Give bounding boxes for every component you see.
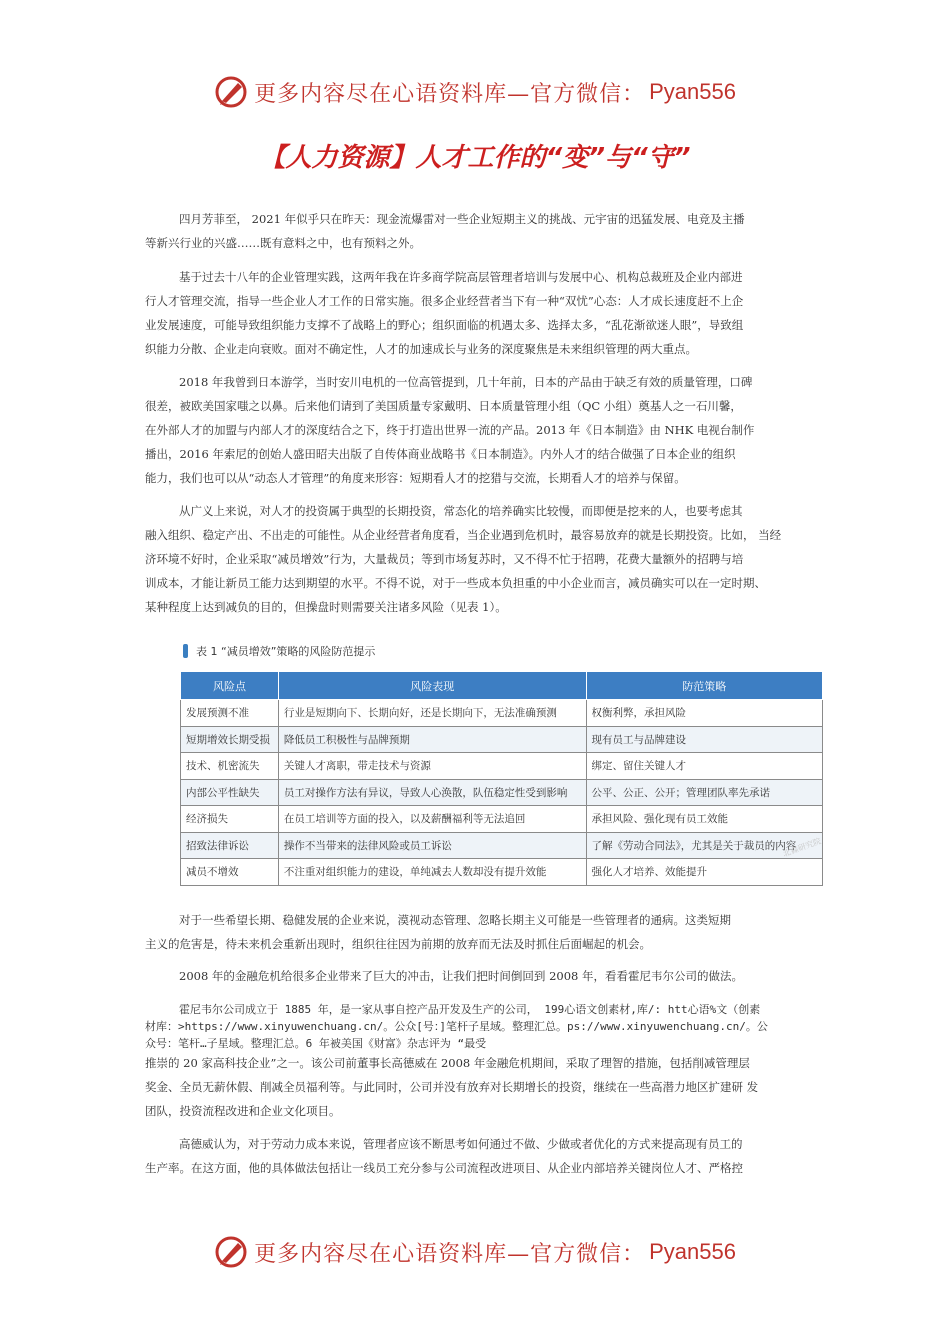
banner-wechat-id: Pyan556 xyxy=(649,1239,736,1264)
text-line: 织能力分散、企业走向衰败。面对不确定性，人才的加速成长与业务的深度聚焦是未来组织管理的两大重点。 xyxy=(145,342,697,356)
table-cell: 不注重对组织能力的建设，单纯减去人数却没有提升效能 xyxy=(278,859,586,886)
text-line: 从广义上来说，对人才的投资属于典型的长期投资，常态化的培养确实比较慢，而即便是挖来的人，也要考虑其 xyxy=(179,504,743,518)
table-cell: 内部公平性缺失 xyxy=(181,779,279,806)
table-cell: 公平、公正、公开；管理团队率先承诺 xyxy=(586,779,822,806)
table-row xyxy=(181,832,823,859)
text-line: 2018 年我曾到日本游学，当时安川电机的一位高管提到，几十年前，日本的产品由于缺乏有效的质量管理，口碑 xyxy=(179,375,753,389)
table-header-row xyxy=(181,672,823,700)
table-cell: 员工对操作方法有异议，导致人心涣散，队伍稳定性受到影响 xyxy=(278,779,586,806)
text-line: 霍尼韦尔公司成立于 1885 年，是一家从事自控产品开发及生产的公司， 199心语文创素材,库/: htt心语%文（创素 xyxy=(179,1003,761,1016)
text-line: 业发展速度，可能导致组织能力支撑不了战略上的野心；组织面临的机遇太多、选择太多，“乱花渐欲迷人眼”，导致组 xyxy=(145,318,744,332)
paragraph-8 xyxy=(145,1132,810,1180)
table-cell: 承担风险、强化现有员工效能 xyxy=(586,806,822,833)
text-line: 能力，我们也可以从“动态人才管理”的角度来形容：短期看人才的挖猎与交流，长期看人才的培养与保留。 xyxy=(145,471,686,485)
text-line: 高德威认为，对于劳动力成本来说，管理者应该不断思考如何通过不做、少做或者优化的方式来提高现有员工的 xyxy=(179,1137,743,1151)
text-line: 众号：笔杆…子星域。整理汇总。6 年被美国《财富》杂志评为 “最受 xyxy=(145,1037,487,1050)
article-title: 【人力资源】人才工作的“变”与“守” xyxy=(259,143,691,173)
table-cell: 技术、机密流失 xyxy=(181,753,279,780)
table-cell: 绑定、留住关键人才 xyxy=(586,753,822,780)
footer-banner xyxy=(0,1232,950,1272)
paragraph-1 xyxy=(145,207,810,255)
table-caption-text: 表 1 “减员增效”策略的风险防范提示 xyxy=(196,645,376,658)
table-cell: 在员工培训等方面的投入，以及薪酬福利等无法追回 xyxy=(278,806,586,833)
text-line: 奖金、全员无薪休假、削减全员福利等。与此同时，公司并没有放弃对长期增长的投资，继续在一些高潜力地区扩建研 发 xyxy=(145,1080,759,1094)
text-line: 主义的危害是，待未来机会重新出现时，组织往往因为前期的放弃而无法及时抓住后面崛起的机会。 xyxy=(145,937,651,951)
text-line: 融入组织、稳定产出、不出走的可能性。从企业经营者角度看，当企业遇到危机时，最容易放弃的就是长期投资。比如， 当经 xyxy=(145,528,782,542)
text-line: 行人才管理交流，指导一些企业人才工作的日常实施。很多企业经营者当下有一种“双忧”心态：人才成长速度赶不上企 xyxy=(145,294,744,308)
table-row xyxy=(181,859,823,886)
table-watermark: 北森研究院 xyxy=(781,836,823,859)
column-header: 防范策略 xyxy=(586,672,822,700)
text-line: 2008 年的金融危机给很多企业带来了巨大的冲击，让我们把时间倒回到 2008 年，看看霍尼韦尔公司的做法。 xyxy=(179,969,743,983)
table-cell: 降低员工积极性与品牌预期 xyxy=(278,726,586,753)
table-row xyxy=(181,779,823,806)
text-line: 济环境不好时，企业采取“减员增效”行为，大量裁员；等到市场复苏时，又不得不忙于招聘，花费大量额外的招聘与培 xyxy=(145,552,744,566)
column-header: 风险表现 xyxy=(278,672,586,700)
paragraph-3 xyxy=(145,370,810,490)
column-header: 风险点 xyxy=(181,672,279,700)
paragraph-4 xyxy=(145,499,810,619)
paragraph-7 xyxy=(145,1051,810,1123)
header-banner xyxy=(0,72,950,112)
table-cell: 了解《劳动合同法》，尤其是关于裁员的内容 xyxy=(586,832,822,859)
table-cell: 权衡利弊，承担风险 xyxy=(586,700,822,727)
table-cell: 关键人才离职，带走技术与资源 xyxy=(278,753,586,780)
banner-wechat-id: Pyan556 xyxy=(649,79,736,104)
table-cell: 操作不当带来的法律风险或员工诉讼 xyxy=(278,832,586,859)
table-row xyxy=(181,726,823,753)
risk-table xyxy=(180,671,823,886)
table-cell: 经济损失 xyxy=(181,806,279,833)
text-line: 很差，被欧美国家嗤之以鼻。后来他们请到了美国质量专家戴明、日本质量管理小组（QC 小组）奠基人之一石川馨， xyxy=(145,399,742,413)
text-line: 推崇的 20 家高科技企业”之一。该公司前董事长高德威在 2008 年金融危机期间，采取了理智的措施，包括削减管理层 xyxy=(145,1056,750,1070)
text-line: 某种程度上达到减负的目的，但操盘时则需要关注诸多风险（见表 1）。 xyxy=(145,600,507,614)
table-cell: 发展预测不准 xyxy=(181,700,279,727)
table-caption xyxy=(183,642,823,660)
text-line: 对于一些希望长期、稳健发展的企业来说，漠视动态管理、忽略长期主义可能是一些管理者的通病。这类短期 xyxy=(179,913,731,927)
banner-text: 更多内容尽在心语资料库—官方微信： xyxy=(254,81,646,107)
table-cell: 招致法律诉讼 xyxy=(181,832,279,859)
text-line: 四月芳菲至， 2021 年似乎只在昨天：现金流爆雷对一些企业短期主义的挑战、元宇宙的迅猛发展、电竞及主播 xyxy=(179,212,745,226)
paragraph-5 xyxy=(145,908,810,956)
text-line: 在外部人才的加盟与内部人才的深度结合之下，终于打造出世界一流的产品。2013 年《日本制造》由 NHK 电视台制作 xyxy=(145,423,755,437)
table-cell: 短期增效长期受损 xyxy=(181,726,279,753)
table-row xyxy=(181,806,823,833)
table-row xyxy=(181,753,823,780)
table-cell: 减员不增效 xyxy=(181,859,279,886)
table-row xyxy=(181,700,823,727)
caption-marker xyxy=(183,644,188,658)
text-line: 生产率。在这方面，他的具体做法包括让一线员工充分参与公司流程改进项目、从企业内部培养关键岗位人才、严格控 xyxy=(145,1161,743,1175)
banner-text: 更多内容尽在心语资料库—官方微信： xyxy=(254,1241,646,1267)
text-line: 材库：>https://www.xinyuwenchuang.cn/。公众[号：]笔杆子星域。整理汇总。ps://www.xinyuwenchuang.cn/。公 xyxy=(145,1020,768,1033)
text-line: 团队，投资流程改进和企业文化项目。 xyxy=(145,1104,341,1118)
table-cell: 强化人才培养、效能提升 xyxy=(586,859,822,886)
text-line: 训成本，才能让新员工能力达到期望的水平。不得不说，对于一些成本负担重的中小企业而言，减员确实可以在一定时期、 xyxy=(145,576,766,590)
pen-logo-icon xyxy=(214,75,248,109)
text-line: 基于过去十八年的企业管理实践，这两年我在许多商学院高层管理者培训与发展中心、机构总裁班及企业内部进 xyxy=(179,270,743,284)
pen-logo-icon xyxy=(214,1235,248,1269)
table-cell: 行业是短期向下、长期向好，还是长期向下，无法准确预测 xyxy=(278,700,586,727)
text-line: 播出，2016 年索尼的创始人盛田昭夫出版了自传体商业战略书《日本制造》。内外人才的结合做强了日本企业的组织 xyxy=(145,447,736,461)
text-line: 等新兴行业的兴盛……既有意料之中，也有预料之外。 xyxy=(145,236,421,250)
table-cell: 现有员工与品牌建设 xyxy=(586,726,822,753)
paragraph-6 xyxy=(145,964,810,988)
paragraph-2 xyxy=(145,265,810,361)
